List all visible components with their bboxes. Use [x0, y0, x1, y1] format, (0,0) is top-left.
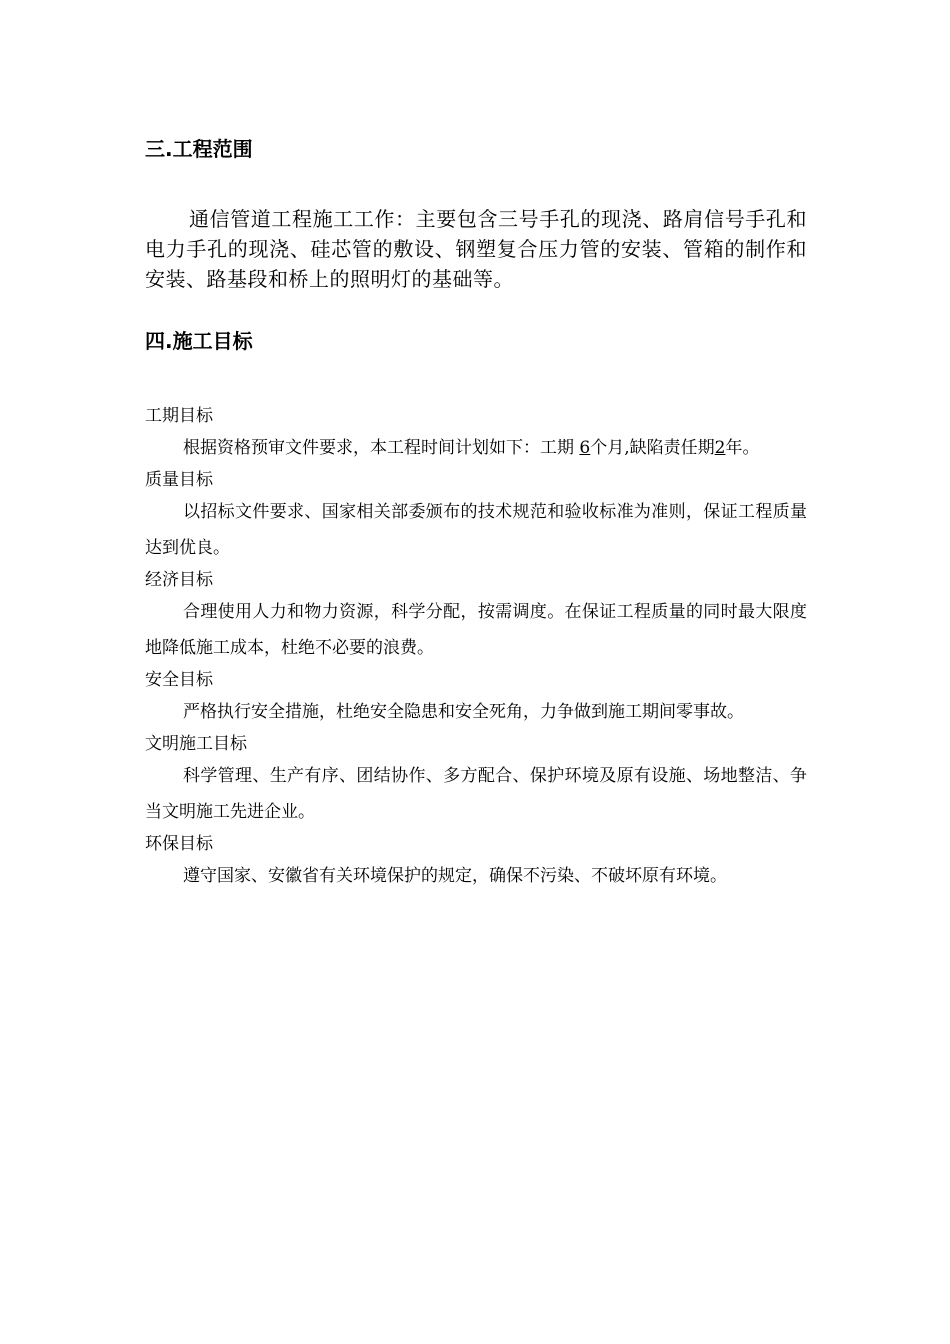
goal-body-civilized: 科学管理、生产有序、团结协作、多方配合、保护环境及原有设施、场地整洁、争当文明施工先进企业。 [145, 766, 807, 822]
goal-heading-quality: 质量目标 [145, 470, 213, 490]
scope-paragraph: 通信管道工程施工工作：主要包含三号手孔的现浇、路肩信号手孔和电力手孔的现浇、硅芯管的敷设、钢塑复合压力管的安装、管箱的制作和安装、路基段和桥上的照明灯的基础等。 [145, 207, 807, 291]
goal-heading-schedule: 工期目标 [145, 406, 213, 426]
schedule-text-mid: 个月,缺陷责任期 [590, 438, 715, 458]
goal-heading-environment: 环保目标 [145, 834, 213, 854]
goal-body-environment: 遵守国家、安徽省有关环境保护的规定，确保不污染、不破坏原有环境。 [183, 866, 727, 886]
section-title-goals: 四.施工目标 [145, 329, 253, 353]
document-content [145, 132, 807, 894]
schedule-years-value: 2 [714, 438, 726, 458]
goal-body-safety: 严格执行安全措施，杜绝安全隐患和安全死角，力争做到施工期间零事故。 [183, 702, 744, 722]
schedule-text-pre: 根据资格预审文件要求，本工程时间计划如下：工期 [183, 438, 580, 458]
goal-body-economy: 合理使用人力和物力资源，科学分配，按需调度。在保证工程质量的同时最大限度地降低施工成本，杜绝不必要的浪费。 [145, 602, 807, 658]
goal-body-schedule [145, 430, 807, 466]
goal-heading-economy: 经济目标 [145, 570, 213, 590]
schedule-months-value: 6 [579, 438, 591, 458]
goal-heading-safety: 安全目标 [145, 670, 213, 690]
goal-heading-civilized: 文明施工目标 [145, 734, 247, 754]
goals-list [145, 402, 807, 894]
goal-body-quality: 以招标文件要求、国家相关部委颁布的技术规范和验收标准为准则，保证工程质量达到优良。 [145, 502, 807, 558]
section-title-scope: 三.工程范围 [145, 137, 253, 161]
schedule-text-post: 年。 [725, 438, 760, 458]
